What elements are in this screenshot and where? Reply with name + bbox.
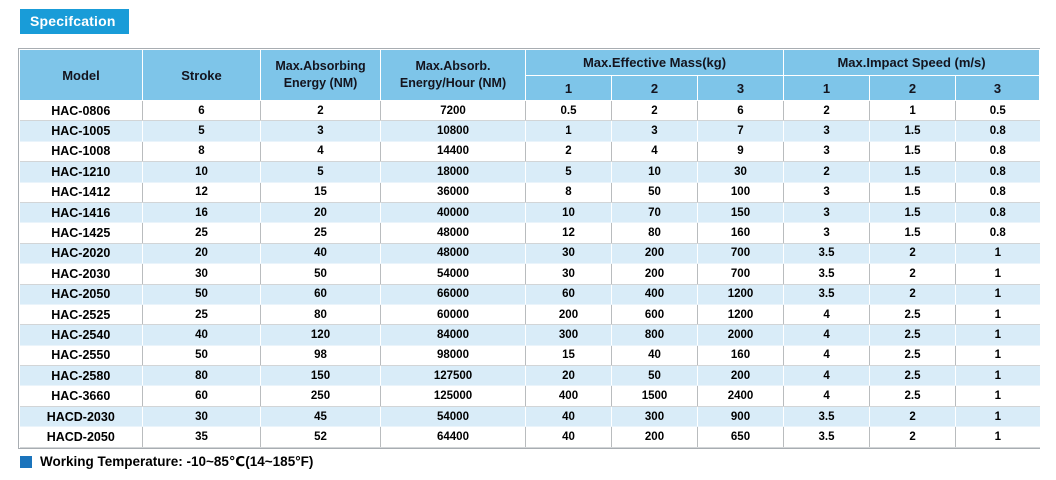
cell-speed-1: 3.5 [784, 427, 870, 447]
cell-absorbing-energy: 3 [261, 121, 381, 141]
cell-speed-3: 0.8 [956, 121, 1040, 141]
col-group-impact-speed: Max.Impact Speed (m/s) [784, 50, 1040, 76]
cell-mass-2: 10 [612, 162, 698, 182]
working-temperature-text: Working Temperature: -10~85℃(14~185°F) [40, 454, 314, 469]
subcol-mass-2: 2 [612, 76, 698, 101]
cell-stroke: 30 [143, 406, 261, 426]
cell-mass-3: 100 [698, 182, 784, 202]
cell-stroke: 80 [143, 366, 261, 386]
cell-speed-1: 3.5 [784, 264, 870, 284]
cell-mass-1: 40 [526, 427, 612, 447]
col-header-energy-per-hour-line2: Energy/Hour (NM) [399, 76, 507, 90]
table-row [20, 304, 1040, 324]
cell-mass-3: 7 [698, 121, 784, 141]
cell-mass-1: 20 [526, 366, 612, 386]
cell-energy-per-hour: 48000 [381, 223, 526, 243]
cell-speed-1: 4 [784, 366, 870, 386]
cell-mass-2: 200 [612, 243, 698, 263]
cell-speed-1: 4 [784, 304, 870, 324]
cell-stroke: 60 [143, 386, 261, 406]
cell-mass-2: 1500 [612, 386, 698, 406]
specification-badge: Specifcation [20, 9, 129, 34]
cell-speed-1: 3.5 [784, 243, 870, 263]
cell-speed-1: 4 [784, 325, 870, 345]
col-header-absorbing-energy [261, 50, 381, 101]
cell-speed-2: 2 [870, 264, 956, 284]
cell-speed-1: 3.5 [784, 406, 870, 426]
cell-mass-1: 10 [526, 202, 612, 222]
col-header-energy-per-hour-line1: Max.Absorb. [415, 59, 491, 74]
col-header-energy-per-hour [381, 50, 526, 101]
cell-speed-2: 2.5 [870, 366, 956, 386]
cell-model: HAC-2030 [20, 264, 143, 284]
cell-mass-1: 12 [526, 223, 612, 243]
cell-mass-1: 60 [526, 284, 612, 304]
cell-mass-3: 900 [698, 406, 784, 426]
table-row [20, 406, 1040, 426]
cell-model: HAC-2580 [20, 366, 143, 386]
table-row [20, 345, 1040, 365]
cell-mass-2: 70 [612, 202, 698, 222]
cell-mass-1: 2 [526, 141, 612, 161]
cell-mass-3: 6 [698, 101, 784, 121]
cell-speed-2: 2 [870, 243, 956, 263]
cell-model: HACD-2050 [20, 427, 143, 447]
cell-mass-3: 200 [698, 366, 784, 386]
cell-mass-2: 2 [612, 101, 698, 121]
table-row [20, 366, 1040, 386]
cell-mass-1: 300 [526, 325, 612, 345]
cell-speed-2: 2 [870, 406, 956, 426]
subcol-speed-3: 3 [956, 76, 1040, 101]
cell-mass-2: 200 [612, 264, 698, 284]
table-row [20, 141, 1040, 161]
cell-absorbing-energy: 45 [261, 406, 381, 426]
cell-speed-3: 1 [956, 325, 1040, 345]
table-row [20, 325, 1040, 345]
cell-stroke: 5 [143, 121, 261, 141]
cell-energy-per-hour: 18000 [381, 162, 526, 182]
cell-stroke: 35 [143, 427, 261, 447]
cell-speed-2: 2.5 [870, 304, 956, 324]
working-temperature-note [20, 454, 313, 470]
cell-absorbing-energy: 5 [261, 162, 381, 182]
cell-absorbing-energy: 50 [261, 264, 381, 284]
col-header-model: Model [20, 50, 143, 101]
cell-speed-3: 0.8 [956, 162, 1040, 182]
cell-speed-3: 0.8 [956, 182, 1040, 202]
cell-model: HAC-2540 [20, 325, 143, 345]
cell-mass-2: 200 [612, 427, 698, 447]
cell-mass-3: 1200 [698, 284, 784, 304]
cell-stroke: 20 [143, 243, 261, 263]
cell-speed-3: 1 [956, 264, 1040, 284]
cell-energy-per-hour: 60000 [381, 304, 526, 324]
col-header-absorbing-energy-line1: Max.Absorbing [275, 59, 366, 74]
table-row [20, 427, 1040, 447]
table-row [20, 264, 1040, 284]
cell-absorbing-energy: 15 [261, 182, 381, 202]
subcol-mass-3: 3 [698, 76, 784, 101]
cell-speed-3: 0.5 [956, 101, 1040, 121]
cell-speed-2: 2.5 [870, 325, 956, 345]
cell-mass-1: 30 [526, 243, 612, 263]
cell-absorbing-energy: 250 [261, 386, 381, 406]
cell-speed-1: 3 [784, 182, 870, 202]
cell-speed-2: 2.5 [870, 345, 956, 365]
cell-mass-1: 5 [526, 162, 612, 182]
subcol-mass-1: 1 [526, 76, 612, 101]
cell-mass-3: 160 [698, 345, 784, 365]
cell-absorbing-energy: 150 [261, 366, 381, 386]
cell-speed-1: 3 [784, 202, 870, 222]
cell-model: HAC-1005 [20, 121, 143, 141]
cell-speed-2: 1.5 [870, 182, 956, 202]
cell-speed-1: 2 [784, 162, 870, 182]
cell-speed-2: 1.5 [870, 141, 956, 161]
cell-model: HAC-1416 [20, 202, 143, 222]
cell-absorbing-energy: 60 [261, 284, 381, 304]
cell-speed-1: 3.5 [784, 284, 870, 304]
table-row [20, 243, 1040, 263]
cell-speed-3: 1 [956, 366, 1040, 386]
cell-absorbing-energy: 20 [261, 202, 381, 222]
specification-table-wrapper [18, 48, 1040, 449]
cell-speed-3: 1 [956, 386, 1040, 406]
col-header-absorbing-energy-line2: Energy (NM) [283, 76, 358, 90]
cell-absorbing-energy: 2 [261, 101, 381, 121]
cell-model: HAC-2050 [20, 284, 143, 304]
cell-speed-3: 0.8 [956, 202, 1040, 222]
cell-energy-per-hour: 54000 [381, 406, 526, 426]
cell-mass-3: 1200 [698, 304, 784, 324]
cell-energy-per-hour: 10800 [381, 121, 526, 141]
cell-mass-3: 700 [698, 264, 784, 284]
cell-absorbing-energy: 120 [261, 325, 381, 345]
cell-mass-3: 150 [698, 202, 784, 222]
cell-stroke: 50 [143, 345, 261, 365]
cell-mass-2: 600 [612, 304, 698, 324]
cell-energy-per-hour: 48000 [381, 243, 526, 263]
cell-absorbing-energy: 80 [261, 304, 381, 324]
cell-speed-2: 1.5 [870, 162, 956, 182]
cell-mass-1: 30 [526, 264, 612, 284]
cell-stroke: 10 [143, 162, 261, 182]
cell-model: HAC-2020 [20, 243, 143, 263]
table-row [20, 162, 1040, 182]
cell-mass-2: 800 [612, 325, 698, 345]
cell-mass-2: 50 [612, 366, 698, 386]
table-body [20, 101, 1040, 448]
cell-speed-2: 1.5 [870, 202, 956, 222]
cell-energy-per-hour: 54000 [381, 264, 526, 284]
cell-model: HAC-1412 [20, 182, 143, 202]
cell-mass-2: 3 [612, 121, 698, 141]
table-header [20, 50, 1040, 101]
cell-energy-per-hour: 66000 [381, 284, 526, 304]
cell-energy-per-hour: 64400 [381, 427, 526, 447]
cell-speed-3: 1 [956, 304, 1040, 324]
cell-mass-2: 400 [612, 284, 698, 304]
table-row [20, 386, 1040, 406]
cell-absorbing-energy: 98 [261, 345, 381, 365]
cell-speed-3: 1 [956, 406, 1040, 426]
subcol-speed-2: 2 [870, 76, 956, 101]
cell-energy-per-hour: 14400 [381, 141, 526, 161]
cell-mass-1: 200 [526, 304, 612, 324]
cell-stroke: 25 [143, 223, 261, 243]
table-row [20, 202, 1040, 222]
cell-model: HAC-1425 [20, 223, 143, 243]
cell-mass-3: 2000 [698, 325, 784, 345]
cell-mass-2: 300 [612, 406, 698, 426]
cell-speed-3: 1 [956, 243, 1040, 263]
cell-stroke: 40 [143, 325, 261, 345]
cell-model: HAC-3660 [20, 386, 143, 406]
subcol-speed-1: 1 [784, 76, 870, 101]
table-row [20, 182, 1040, 202]
cell-energy-per-hour: 98000 [381, 345, 526, 365]
table-row [20, 223, 1040, 243]
cell-mass-2: 40 [612, 345, 698, 365]
cell-mass-2: 80 [612, 223, 698, 243]
cell-stroke: 8 [143, 141, 261, 161]
blue-square-icon [20, 456, 32, 468]
cell-stroke: 30 [143, 264, 261, 284]
cell-speed-2: 1 [870, 101, 956, 121]
specification-table [19, 49, 1040, 448]
cell-speed-2: 2 [870, 427, 956, 447]
cell-speed-1: 3 [784, 141, 870, 161]
table-row [20, 284, 1040, 304]
cell-model: HAC-2550 [20, 345, 143, 365]
cell-stroke: 16 [143, 202, 261, 222]
cell-mass-3: 9 [698, 141, 784, 161]
col-group-effective-mass: Max.Effective Mass(kg) [526, 50, 784, 76]
cell-absorbing-energy: 40 [261, 243, 381, 263]
cell-energy-per-hour: 125000 [381, 386, 526, 406]
cell-stroke: 25 [143, 304, 261, 324]
cell-mass-1: 8 [526, 182, 612, 202]
cell-mass-3: 160 [698, 223, 784, 243]
cell-mass-1: 1 [526, 121, 612, 141]
cell-mass-3: 650 [698, 427, 784, 447]
cell-speed-1: 4 [784, 386, 870, 406]
cell-speed-1: 3 [784, 223, 870, 243]
cell-mass-1: 40 [526, 406, 612, 426]
cell-stroke: 6 [143, 101, 261, 121]
cell-energy-per-hour: 36000 [381, 182, 526, 202]
cell-speed-3: 1 [956, 284, 1040, 304]
cell-mass-3: 700 [698, 243, 784, 263]
cell-speed-1: 4 [784, 345, 870, 365]
cell-stroke: 50 [143, 284, 261, 304]
cell-speed-2: 1.5 [870, 121, 956, 141]
cell-energy-per-hour: 40000 [381, 202, 526, 222]
cell-mass-1: 15 [526, 345, 612, 365]
col-header-stroke: Stroke [143, 50, 261, 101]
cell-mass-3: 30 [698, 162, 784, 182]
table-row [20, 121, 1040, 141]
cell-model: HAC-0806 [20, 101, 143, 121]
cell-energy-per-hour: 127500 [381, 366, 526, 386]
cell-stroke: 12 [143, 182, 261, 202]
cell-mass-1: 400 [526, 386, 612, 406]
table-row [20, 101, 1040, 121]
cell-mass-1: 0.5 [526, 101, 612, 121]
cell-model: HAC-1210 [20, 162, 143, 182]
cell-speed-3: 0.8 [956, 141, 1040, 161]
cell-model: HAC-1008 [20, 141, 143, 161]
cell-mass-2: 4 [612, 141, 698, 161]
cell-absorbing-energy: 52 [261, 427, 381, 447]
cell-absorbing-energy: 25 [261, 223, 381, 243]
cell-speed-3: 1 [956, 345, 1040, 365]
cell-speed-1: 2 [784, 101, 870, 121]
cell-speed-2: 2 [870, 284, 956, 304]
cell-energy-per-hour: 7200 [381, 101, 526, 121]
cell-speed-3: 1 [956, 427, 1040, 447]
cell-mass-3: 2400 [698, 386, 784, 406]
cell-energy-per-hour: 84000 [381, 325, 526, 345]
cell-speed-2: 1.5 [870, 223, 956, 243]
cell-model: HACD-2030 [20, 406, 143, 426]
cell-mass-2: 50 [612, 182, 698, 202]
cell-speed-2: 2.5 [870, 386, 956, 406]
cell-absorbing-energy: 4 [261, 141, 381, 161]
cell-model: HAC-2525 [20, 304, 143, 324]
cell-speed-3: 0.8 [956, 223, 1040, 243]
cell-speed-1: 3 [784, 121, 870, 141]
